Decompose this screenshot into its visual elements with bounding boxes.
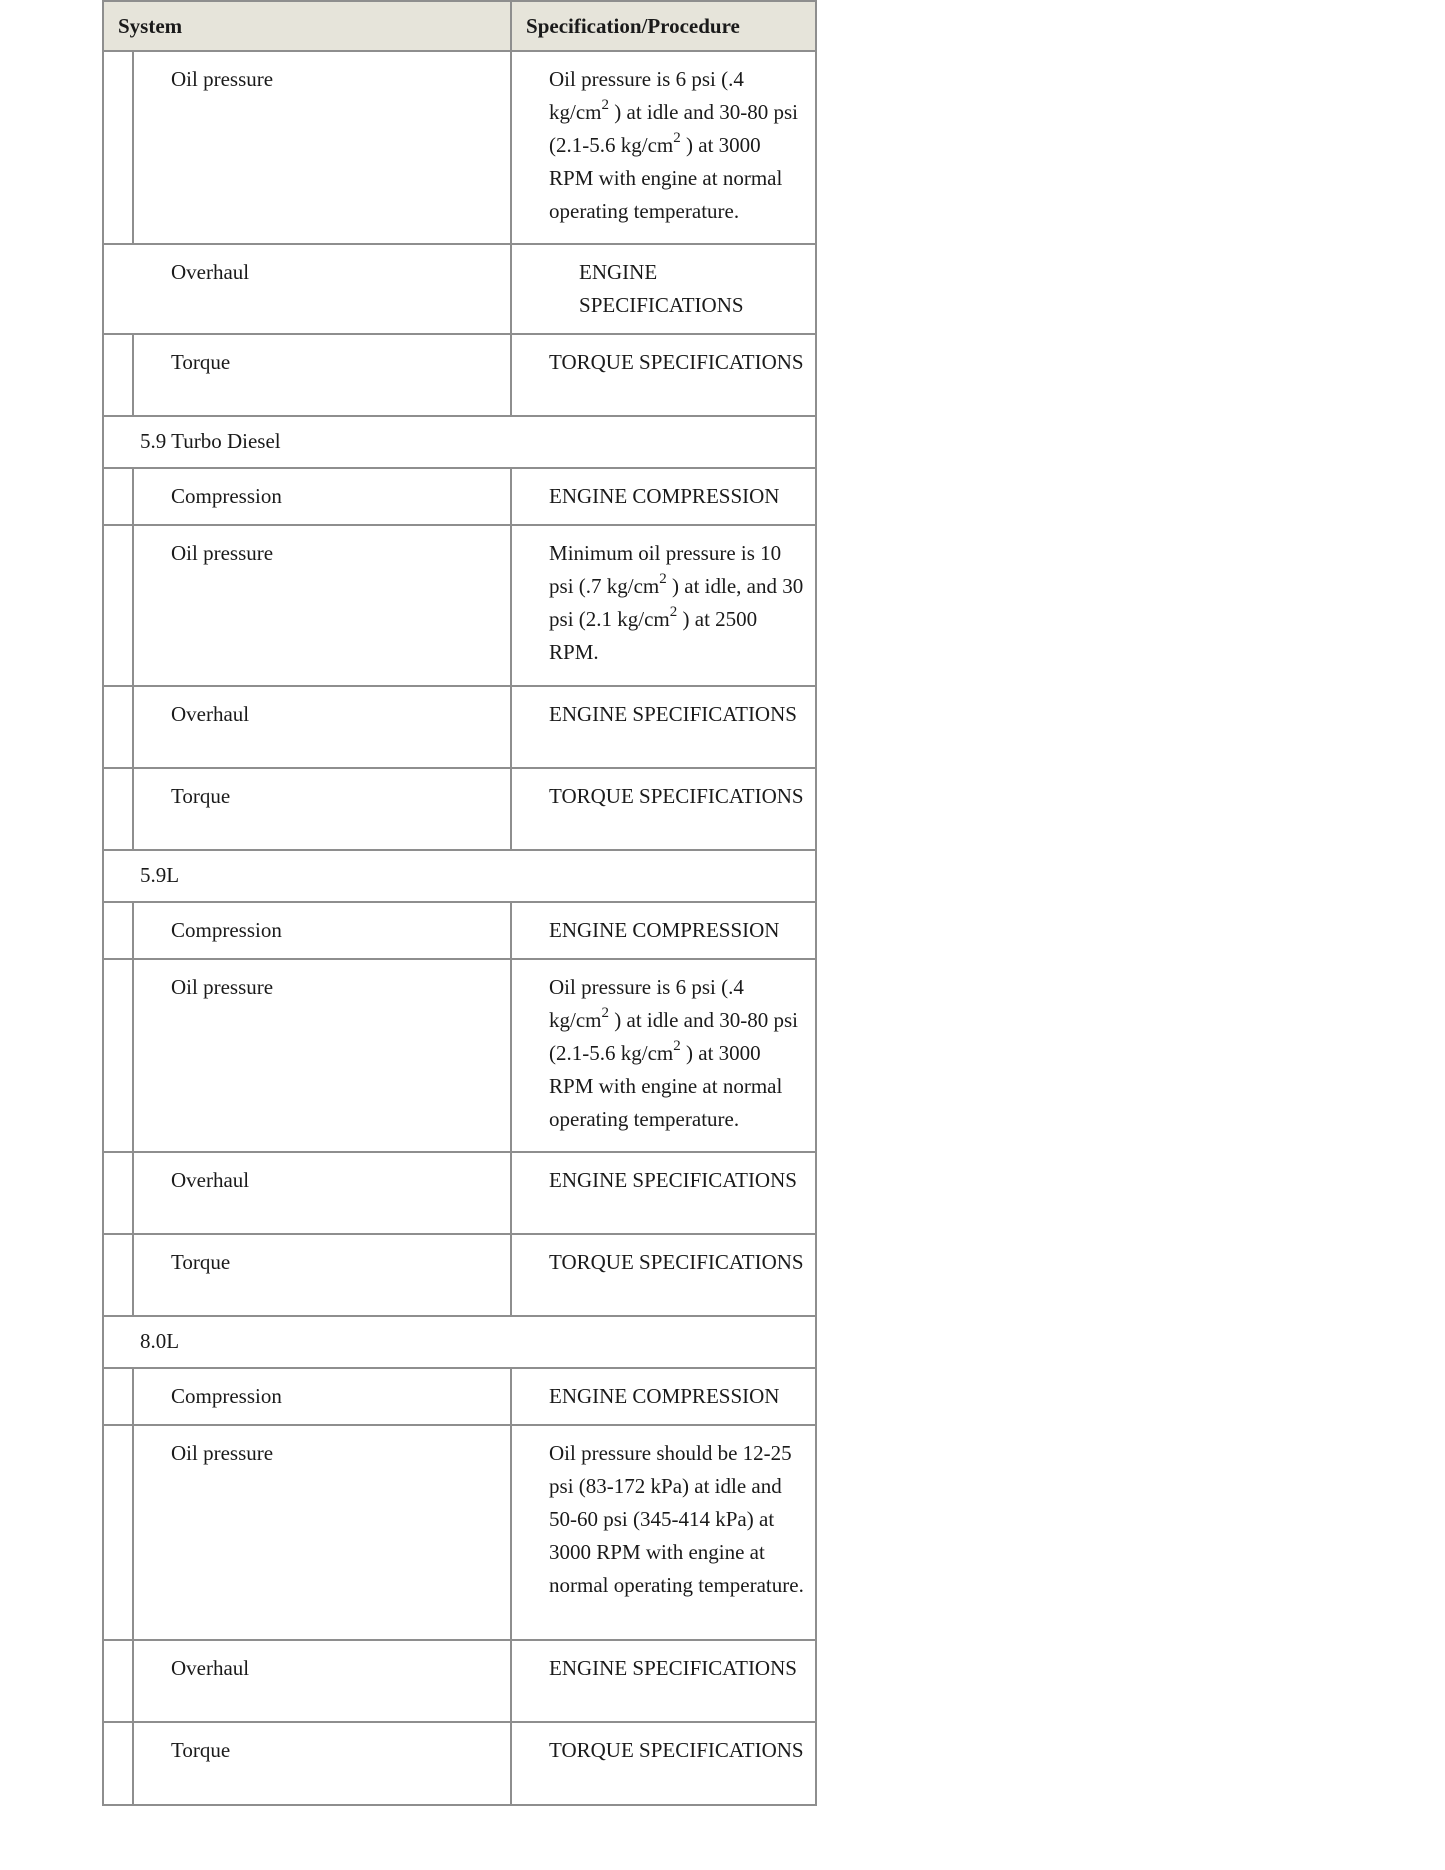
indent-cell: [103, 1152, 133, 1234]
spec-table: [102, 0, 817, 1806]
system-cell: Overhaul: [133, 686, 511, 768]
system-cell: Oil pressure: [133, 51, 511, 244]
spec-text: Oil pressure is 6 psi (.4 kg/cm: [549, 67, 744, 124]
system-cell: Compression: [133, 1368, 511, 1425]
table-row: [103, 959, 816, 1152]
indent-cell: [103, 959, 133, 1152]
indent-cell: [103, 902, 133, 959]
indent-cell: [103, 468, 133, 525]
group-label: 5.9L: [103, 850, 816, 902]
table-row: [103, 686, 816, 768]
indent-cell: [103, 1234, 133, 1316]
spec-cell: ENGINE COMPRESSION: [511, 902, 816, 959]
superscript: 2: [669, 604, 678, 620]
system-cell: Compression: [133, 468, 511, 525]
spec-text: ) at 3000 RPM with engine at normal operating temperature.: [549, 133, 783, 223]
group-row: [103, 416, 816, 468]
table-row: [103, 1234, 816, 1316]
system-cell: Oil pressure: [133, 525, 511, 686]
indent-cell: [103, 1640, 133, 1722]
system-cell: Torque: [133, 334, 511, 416]
table-row: [103, 1640, 816, 1722]
spec-cell: [511, 959, 816, 1152]
spec-cell: ENGINE COMPRESSION: [511, 468, 816, 525]
spec-cell: [511, 525, 816, 686]
indent-cell: [103, 768, 133, 850]
spec-cell: ENGINE SPECIFICATIONS: [511, 244, 816, 334]
spec-cell: TORQUE SPECIFICATIONS: [511, 1722, 816, 1805]
indent-cell: [103, 1425, 133, 1640]
spec-cell: ENGINE SPECIFICATIONS: [511, 1152, 816, 1234]
spec-cell: TORQUE SPECIFICATIONS: [511, 334, 816, 416]
table-row: [103, 1425, 816, 1640]
table-row: [103, 51, 816, 244]
system-cell: Torque: [133, 768, 511, 850]
header-system: System: [103, 1, 511, 51]
system-cell: Oil pressure: [133, 959, 511, 1152]
system-cell: Compression: [133, 902, 511, 959]
system-cell: Torque: [133, 1722, 511, 1805]
spec-cell: ENGINE SPECIFICATIONS: [511, 1640, 816, 1722]
system-cell: Overhaul: [103, 244, 511, 334]
spec-text: ) at idle, and 30 psi (2.1 kg/cm: [549, 574, 804, 631]
spec-cell: [511, 51, 816, 244]
spec-text: Minimum oil pressure is 10 psi (.7 kg/cm: [549, 541, 782, 598]
group-row: [103, 1316, 816, 1368]
spec-text: ) at idle and 30-80 psi (2.1-5.6 kg/cm: [549, 100, 798, 157]
system-cell: Torque: [133, 1234, 511, 1316]
table-header-row: [103, 1, 816, 51]
system-cell: Overhaul: [133, 1640, 511, 1722]
table-row: [103, 902, 816, 959]
superscript: 2: [601, 97, 610, 113]
spec-text: ) at 2500 RPM.: [549, 607, 758, 664]
group-row: [103, 850, 816, 902]
table-row: [103, 525, 816, 686]
spec-text: ) at 3000 RPM with engine at normal operating temperature.: [549, 1041, 783, 1131]
group-label: 8.0L: [103, 1316, 816, 1368]
system-cell: Overhaul: [133, 1152, 511, 1234]
spec-cell: TORQUE SPECIFICATIONS: [511, 768, 816, 850]
spec-cell: TORQUE SPECIFICATIONS: [511, 1234, 816, 1316]
superscript: 2: [673, 130, 681, 146]
indent-cell: [103, 1722, 133, 1805]
superscript: 2: [601, 1005, 610, 1021]
system-cell: Oil pressure: [133, 1425, 511, 1640]
table-row: [103, 468, 816, 525]
spec-cell: Oil pressure should be 12-25 psi (83-172 kPa) at idle and 50-60 psi (345-414 kPa) at 3000 RPM with engine at normal operating temperature.: [511, 1425, 816, 1640]
table-row: [103, 768, 816, 850]
indent-cell: [103, 334, 133, 416]
header-spec: Specification/Procedure: [511, 1, 816, 51]
superscript: 2: [659, 571, 667, 587]
indent-cell: [103, 51, 133, 244]
spec-text: Oil pressure is 6 psi (.4 kg/cm: [549, 975, 744, 1032]
spec-cell: ENGINE COMPRESSION: [511, 1368, 816, 1425]
table-row: [103, 1722, 816, 1805]
table-row: [103, 244, 816, 334]
indent-cell: [103, 686, 133, 768]
table-row: [103, 1368, 816, 1425]
superscript: 2: [673, 1038, 681, 1054]
table-row: [103, 1152, 816, 1234]
group-label: 5.9 Turbo Diesel: [103, 416, 816, 468]
spec-cell: ENGINE SPECIFICATIONS: [511, 686, 816, 768]
table-row: [103, 334, 816, 416]
spec-text: ) at idle and 30-80 psi (2.1-5.6 kg/cm: [549, 1008, 798, 1065]
indent-cell: [103, 525, 133, 686]
indent-cell: [103, 1368, 133, 1425]
